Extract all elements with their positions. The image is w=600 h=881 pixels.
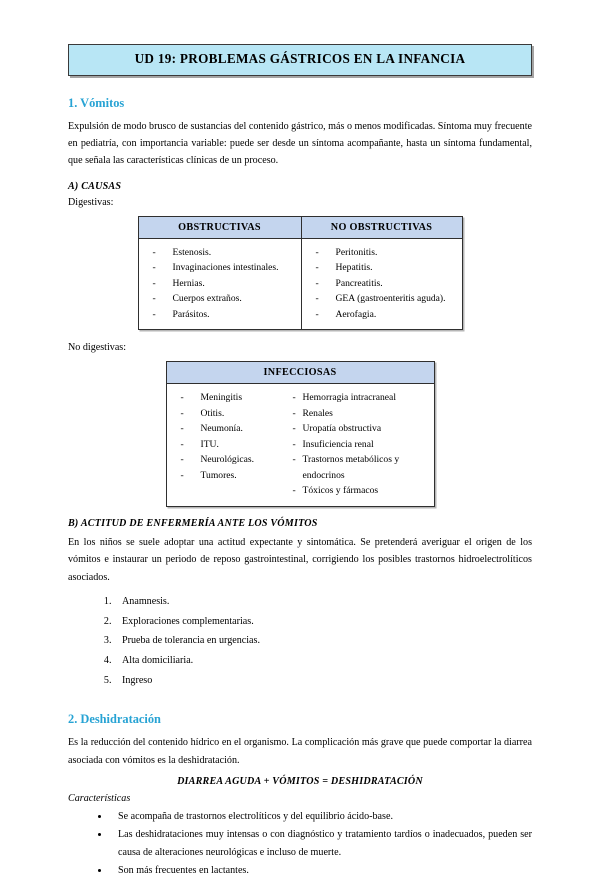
list-item: - Neumonía. bbox=[175, 421, 293, 437]
list-item: • Las deshidrataciones muy intensas o con diagnóstico y tratamiento tardíos o inadecuados, pueden ser causa de alteraciones neurológicas e incluso de muerte. bbox=[110, 826, 532, 861]
list-item: • Son más frecuentes en lactantes. bbox=[110, 862, 532, 879]
list-item: • Se acompaña de trastornos electrolíticos y del equilibrio ácido-base. bbox=[110, 808, 532, 825]
table-infecciosas bbox=[166, 361, 435, 507]
table-digestivas bbox=[138, 216, 463, 331]
list-item: - Trastornos metabólicos y endocrinos bbox=[293, 452, 426, 483]
list-infecciosas-left bbox=[175, 390, 293, 483]
list-item: - Peritonitis. bbox=[310, 245, 454, 261]
cell-obstructivas bbox=[138, 238, 301, 330]
list-item: 4. Alta domiciliaria. bbox=[114, 651, 532, 671]
table-digestivas-wrapper bbox=[68, 216, 532, 331]
label-digestivas: Digestivas: bbox=[68, 196, 114, 208]
list-infecciosas-right bbox=[293, 390, 426, 499]
column-header-no-obstructivas: NO OBSTRUCTIVAS bbox=[301, 216, 462, 238]
subheading-actitud-enfermeria: B) ACTITUD DE ENFERMERÍA ANTE LOS VÓMITOS bbox=[68, 517, 318, 529]
list-item: - Insuficiencia renal bbox=[293, 437, 426, 453]
infecciosas-left-column bbox=[175, 390, 293, 499]
subheading-causas: A) CAUSAS bbox=[68, 180, 122, 192]
document-title-banner bbox=[68, 44, 532, 76]
caracteristicas-list bbox=[68, 808, 532, 879]
list-item: - Pancreatitis. bbox=[310, 276, 454, 292]
list-item: - ITU. bbox=[175, 437, 293, 453]
infecciosas-right-column bbox=[293, 390, 426, 499]
list-item: 5. Ingreso bbox=[114, 671, 532, 691]
section-heading-vomitos: 1. Vómitos bbox=[68, 95, 125, 110]
table-header-row bbox=[166, 362, 434, 384]
table-header-row bbox=[138, 216, 462, 238]
page-title: UD 19: PROBLEMAS GÁSTRICOS EN LA INFANCIA bbox=[134, 51, 466, 66]
section-heading-deshidratacion: 2. Deshidratación bbox=[68, 712, 161, 727]
vomitos-intro-paragraph: Expulsión de modo brusco de sustancias del contenido gástrico, más o menos modificadas. Síntoma muy frecuente en pediatría, con importancia variable: puede ser desde un síntoma acompañante, hasta un síntoma fundamental, que señala las características clínicas de un proceso. bbox=[68, 120, 532, 167]
label-caracteristicas: Características bbox=[68, 793, 131, 805]
deshidratacion-intro-paragraph: Es la reducción del contenido hídrico en el organismo. La complicación más grave que puede comportar la diarrea asociada con vómitos es la deshidratación. bbox=[68, 737, 532, 766]
cell-no-obstructivas bbox=[301, 238, 462, 330]
list-item: - Invaginaciones intestinales. bbox=[147, 260, 293, 276]
infecciosas-columns bbox=[175, 390, 426, 499]
list-item: - GEA (gastroenteritis aguda). bbox=[310, 291, 454, 307]
list-item: - Renales bbox=[293, 406, 426, 422]
list-item: - Uropatía obstructiva bbox=[293, 421, 426, 437]
table-row bbox=[138, 238, 462, 330]
list-no-obstructivas bbox=[310, 245, 454, 323]
list-item: 3. Prueba de tolerancia en urgencias. bbox=[114, 631, 532, 651]
list-item: - Otitis. bbox=[175, 406, 293, 422]
list-item: - Hepatitis. bbox=[310, 260, 454, 276]
table-infecciosas-wrapper bbox=[68, 361, 532, 507]
list-item: - Parásitos. bbox=[147, 307, 293, 323]
list-item: 2. Exploraciones complementarias. bbox=[114, 612, 532, 632]
list-item: 1. Anamnesis. bbox=[114, 592, 532, 612]
list-item: - Meningitis bbox=[175, 390, 293, 406]
deshidratacion-formula: DIARREA AGUDA + VÓMITOS = DESHIDRATACIÓN bbox=[177, 776, 423, 788]
document-content bbox=[68, 44, 532, 881]
cell-infecciosas bbox=[166, 384, 434, 507]
column-header-obstructivas: OBSTRUCTIVAS bbox=[138, 216, 301, 238]
list-item: - Neurológicas. bbox=[175, 452, 293, 468]
list-item: - Estenosis. bbox=[147, 245, 293, 261]
list-item: - Tumores. bbox=[175, 468, 293, 484]
label-no-digestivas: No digestivas: bbox=[68, 342, 127, 354]
list-item: - Tóxicos y fármacos bbox=[293, 483, 426, 499]
list-item: - Hernias. bbox=[147, 276, 293, 292]
actitud-paragraph: En los niños se suele adoptar una actitud expectante y sintomática. Se pretenderá averiguar el origen de los vómitos e instaurar un periodo de reposo gastrointestinal, corrigiendo los posibles trastornos hidroelectrolíticos asociados. bbox=[68, 536, 532, 583]
list-item: - Aerofagia. bbox=[310, 307, 454, 323]
list-item: - Cuerpos extraños. bbox=[147, 291, 293, 307]
list-obstructivas bbox=[147, 245, 293, 323]
actitud-steps-list bbox=[68, 592, 532, 690]
column-header-infecciosas: INFECCIOSAS bbox=[166, 362, 434, 384]
list-item: - Hemorragia intracraneal bbox=[293, 390, 426, 406]
table-row bbox=[166, 384, 434, 507]
